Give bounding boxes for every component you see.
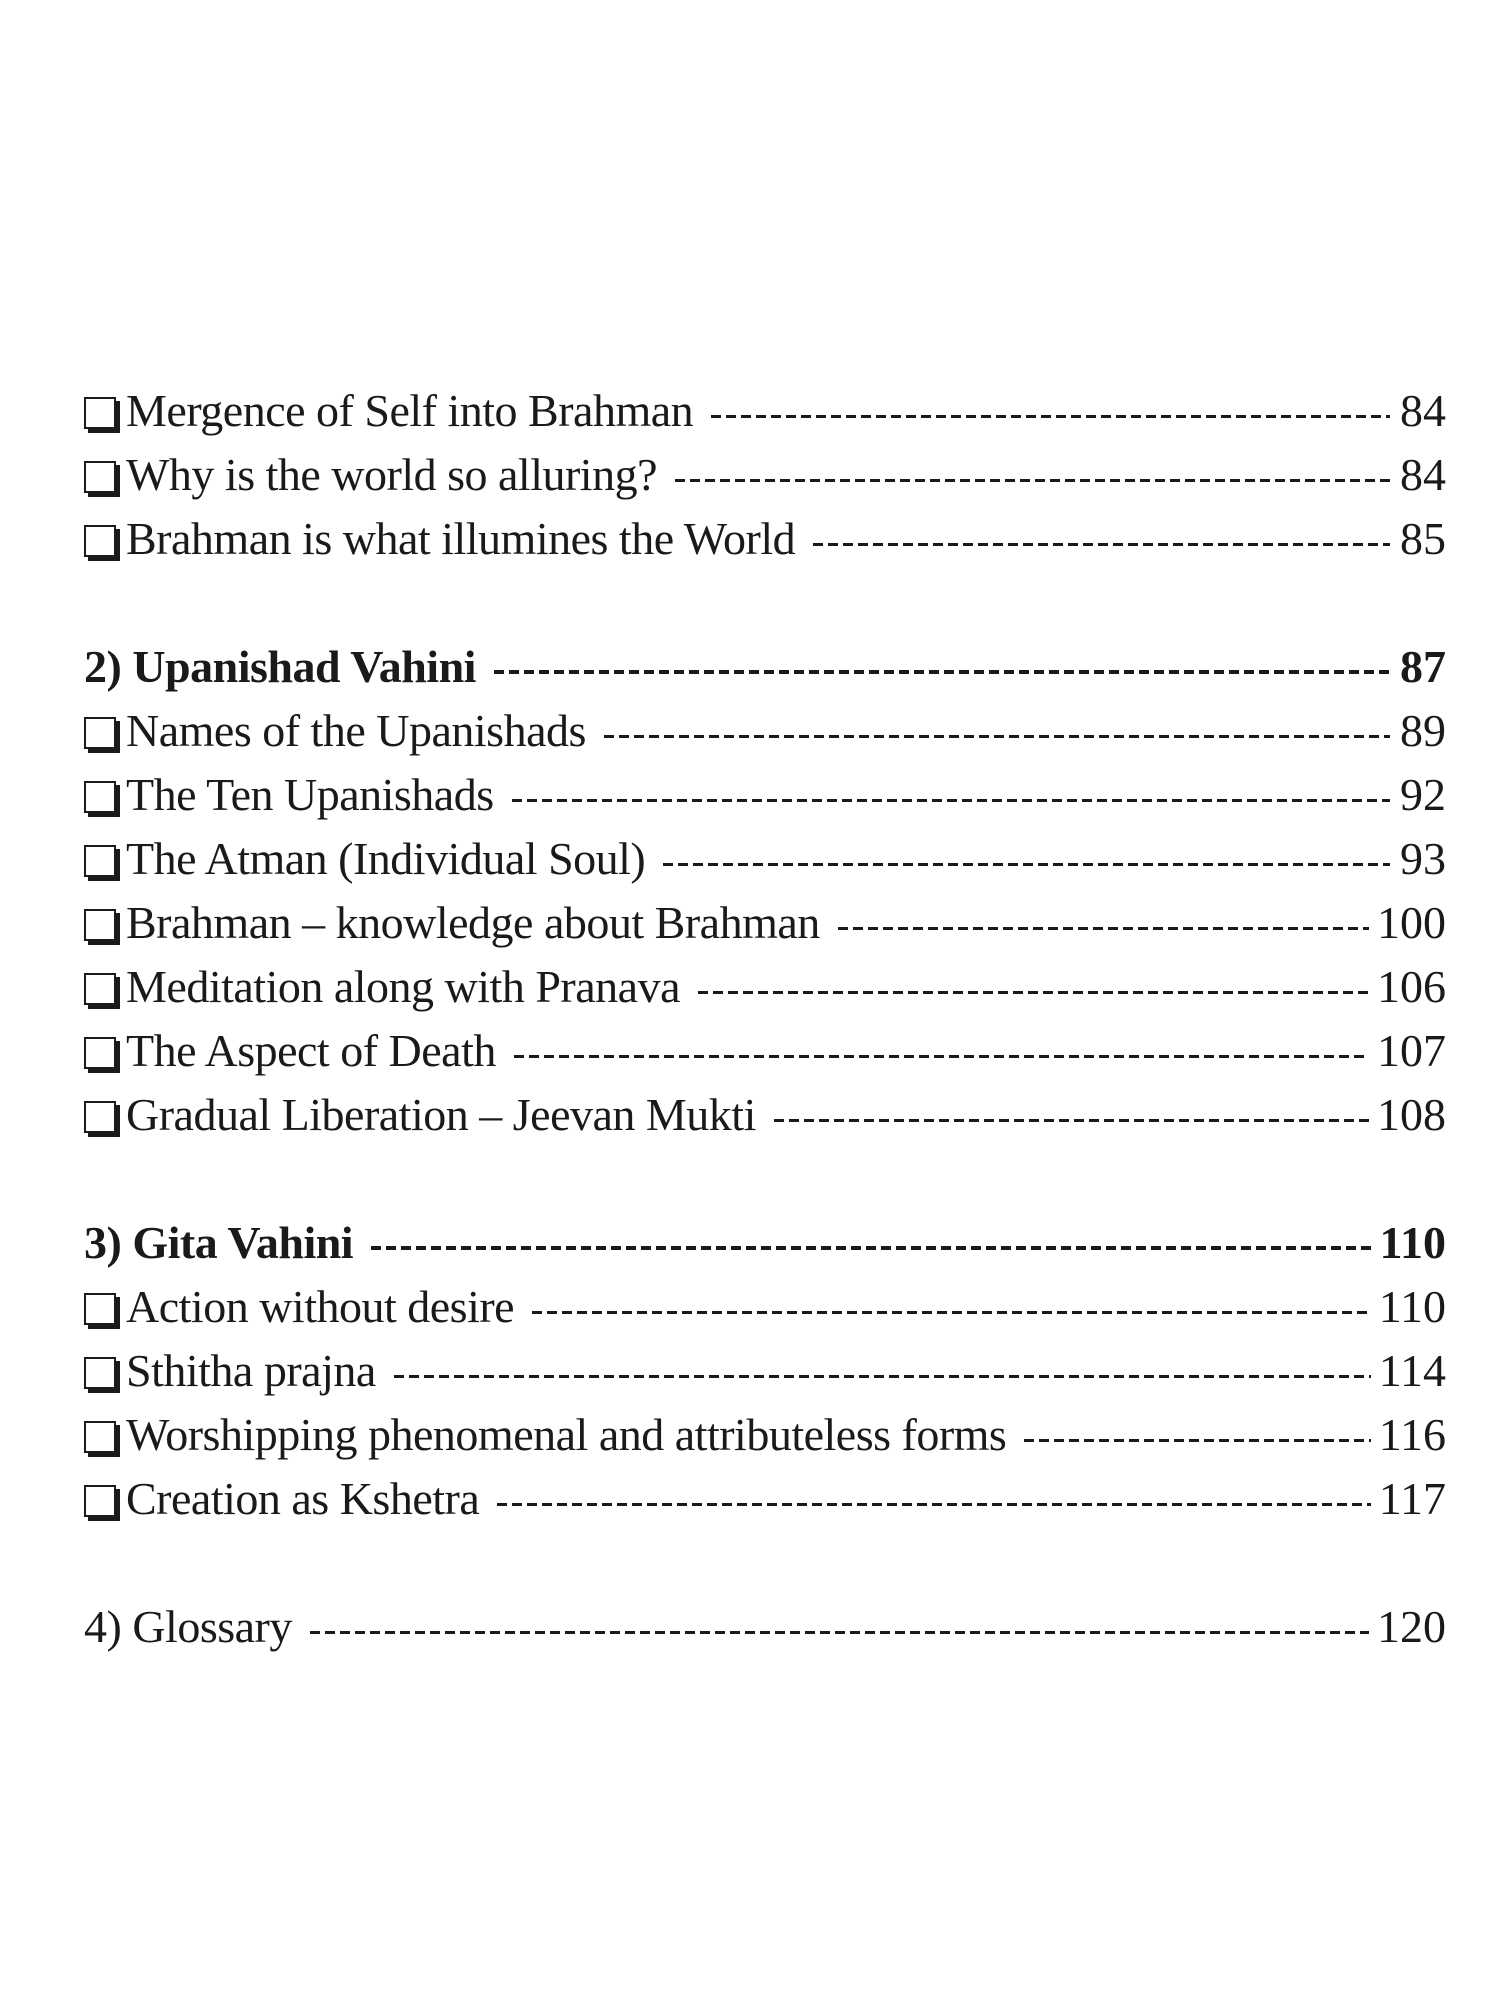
toc-group-upanishad-vahini [84,635,1446,1147]
toc-entry-page: 89 [1400,705,1446,756]
toc-section-page: 87 [1400,641,1446,692]
dot-leader [494,635,1390,699]
dot-leader [514,1019,1369,1083]
dot-leader [698,955,1369,1019]
toc-entry[interactable] [84,1467,1446,1531]
checkbox-bullet-icon [84,1357,116,1389]
checkbox-bullet-icon [84,461,116,493]
toc-entry-title: The Ten Upanishads [126,769,494,820]
toc-entry-title: Brahman is what illumines the World [126,513,796,564]
toc-entry[interactable] [84,379,1446,443]
checkbox-bullet-icon [84,397,116,429]
toc-entry[interactable] [84,1403,1446,1467]
dot-leader [838,891,1369,955]
toc-entry-title: Mergence of Self into Brahman [126,385,694,436]
toc-group-brahma-sutra-continued [84,379,1446,571]
toc-entry[interactable] [84,699,1446,763]
toc-entry-title: Gradual Liberation – Jeevan Mukti [126,1089,756,1140]
dot-leader [1024,1403,1370,1467]
toc-entry-page: 85 [1400,513,1446,564]
toc-entry-page: 100 [1377,897,1446,948]
toc-entry-page: 84 [1400,449,1446,500]
toc-entry-title: Action without desire [126,1281,515,1332]
toc-entry[interactable] [84,827,1446,891]
checkbox-bullet-icon [84,973,116,1005]
toc-entry-title: Brahman – knowledge about Brahman [126,897,820,948]
checkbox-bullet-icon [84,1101,116,1133]
dot-leader [774,1083,1369,1147]
toc-section-page: 110 [1379,1217,1446,1268]
toc-entry-title: The Aspect of Death [126,1025,496,1076]
toc-entry-title: Why is the world so alluring? [126,449,658,500]
dot-leader [497,1467,1370,1531]
dot-leader [512,763,1390,827]
toc-entry[interactable] [84,955,1446,1019]
toc-entry-title: Sthitha prajna [126,1345,376,1396]
toc-entry-page: 108 [1377,1089,1446,1140]
toc-entry-title: The Atman (Individual Soul) [126,833,646,884]
toc-section-title: 4) Glossary [84,1601,292,1652]
toc-entry-title: Worshipping phenomenal and attributeless forms [126,1409,1007,1460]
dot-leader [394,1339,1371,1403]
checkbox-bullet-icon [84,781,116,813]
checkbox-bullet-icon [84,1293,116,1325]
toc-entry[interactable] [84,443,1446,507]
dot-leader [663,827,1390,891]
dot-leader [711,379,1390,443]
toc-section-heading[interactable] [84,635,1446,699]
toc-entry-page: 106 [1377,961,1446,1012]
toc-entry-title: Creation as Kshetra [126,1473,480,1524]
toc-entry[interactable] [84,891,1446,955]
checkbox-bullet-icon [84,845,116,877]
dot-leader [813,507,1390,571]
checkbox-bullet-icon [84,909,116,941]
toc-section-page: 120 [1377,1601,1446,1652]
toc-entry[interactable] [84,1275,1446,1339]
toc-section-title: 3) Gita Vahini [84,1217,354,1268]
checkbox-bullet-icon [84,525,116,557]
toc-entry-page: 92 [1400,769,1446,820]
toc-entry-title: Names of the Upanishads [126,705,586,756]
toc-entry-page: 114 [1378,1345,1446,1396]
toc-entry[interactable] [84,1083,1446,1147]
toc-entry-page: 110 [1378,1281,1446,1332]
toc-entry-page: 116 [1378,1409,1446,1460]
toc-entry-page: 84 [1400,385,1446,436]
toc-section-heading[interactable] [84,1595,1446,1659]
toc-entry[interactable] [84,763,1446,827]
checkbox-bullet-icon [84,717,116,749]
checkbox-bullet-icon [84,1421,116,1453]
toc-group-gita-vahini [84,1211,1446,1531]
toc-entry-title: Meditation along with Pranava [126,961,680,1012]
toc-group-glossary [84,1595,1446,1659]
toc-section-heading[interactable] [84,1211,1446,1275]
toc-section-title: 2) Upanishad Vahini [84,641,476,692]
dot-leader [604,699,1390,763]
toc-entry-page: 117 [1378,1473,1446,1524]
table-of-contents [84,379,1446,1659]
toc-entry-page: 93 [1400,833,1446,884]
toc-entry[interactable] [84,1019,1446,1083]
checkbox-bullet-icon [84,1037,116,1069]
dot-leader [532,1275,1371,1339]
toc-entry[interactable] [84,1339,1446,1403]
toc-entry[interactable] [84,507,1446,571]
checkbox-bullet-icon [84,1485,116,1517]
dot-leader [310,1595,1369,1659]
toc-entry-page: 107 [1377,1025,1446,1076]
dot-leader [371,1211,1371,1275]
dot-leader [675,443,1390,507]
